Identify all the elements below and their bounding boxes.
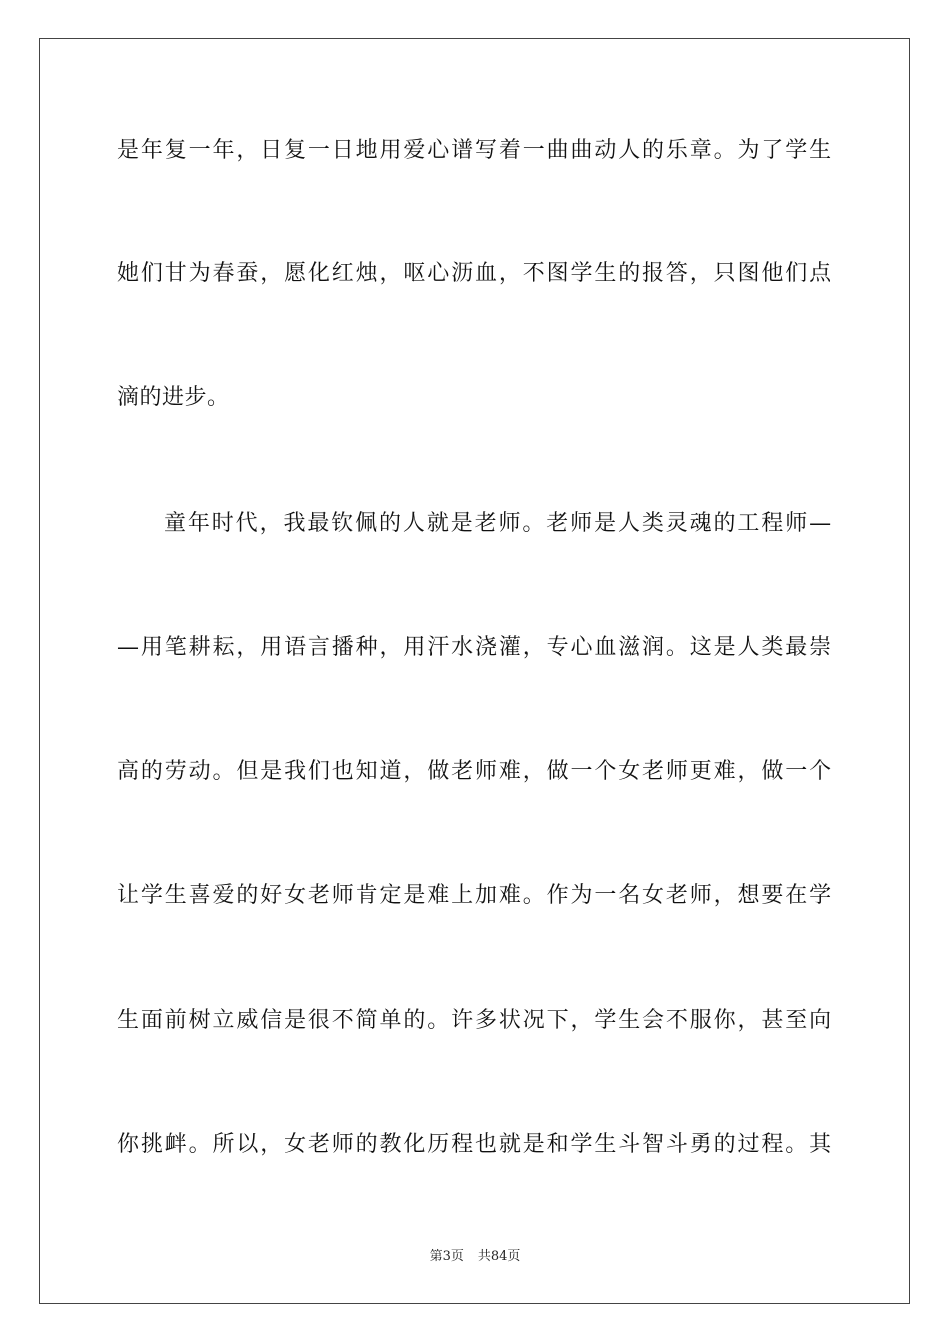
page-border — [39, 38, 910, 1304]
text-line-5: —用笔耕耘，用语言播种，用汗水浇灌，专心血滋润。这是人类最崇 — [117, 635, 833, 660]
text-line-6: 高的劳动。但是我们也知道，做老师难，做一个女老师更难，做一个 — [117, 759, 833, 784]
text-line-4: 童年时代，我最钦佩的人就是老师。老师是人类灵魂的工程师— — [164, 511, 833, 536]
text-line-9: 你挑衅。所以，女老师的教化历程也就是和学生斗智斗勇的过程。其 — [117, 1132, 833, 1157]
text-line-8: 生面前树立威信是很不简单的。许多状况下，学生会不服你，甚至向 — [117, 1008, 833, 1033]
text-line-2: 她们甘为春蚕，愿化红烛，呕心沥血，不图学生的报答，只图他们点 — [117, 261, 833, 286]
page-number: 第3页 — [429, 1249, 464, 1264]
text-line-7: 让学生喜爱的好女老师肯定是难上加难。作为一名女老师，想要在学 — [117, 883, 833, 908]
text-line-1: 是年复一年，日复一日地用爱心谱写着一曲曲动人的乐章。为了学生 — [117, 138, 833, 163]
text-line-3: 滴的进步。 — [117, 385, 230, 410]
page-total: 共84页 — [477, 1249, 521, 1264]
page-footer — [0, 1248, 950, 1266]
